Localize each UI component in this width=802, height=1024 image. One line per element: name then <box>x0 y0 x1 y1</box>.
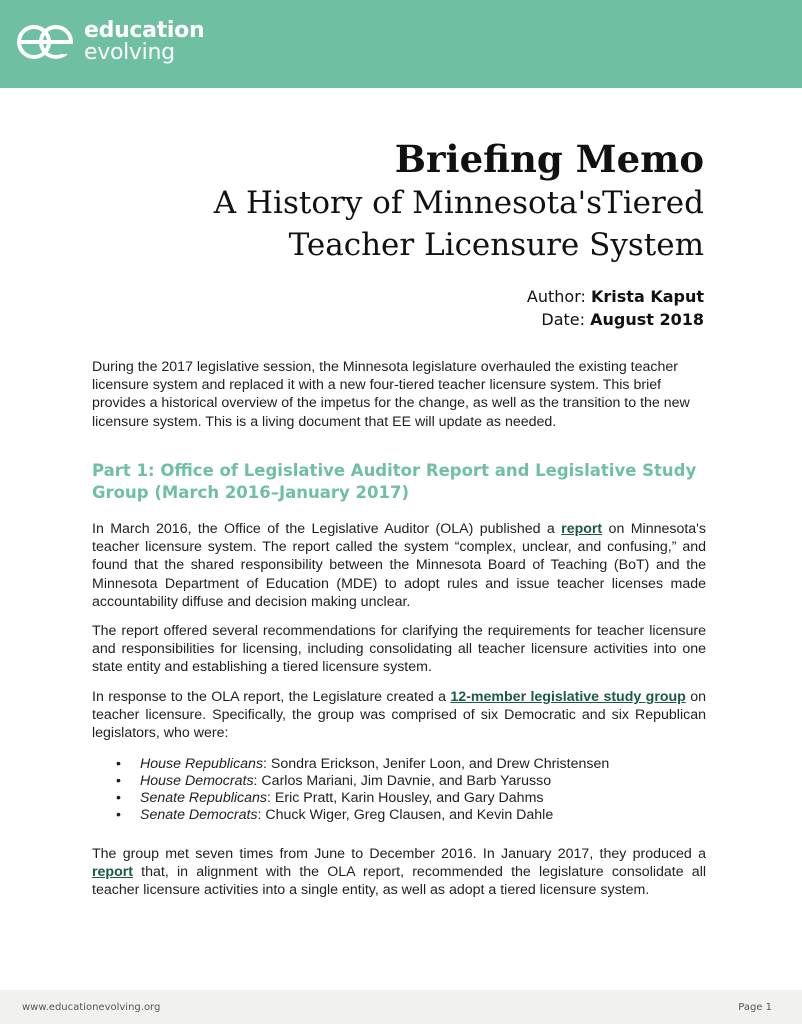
list-item <box>112 756 706 773</box>
paragraph-text: on teacher licensure. Specifically, the group was comprised of six Democratic and six Republican legislators, who were: <box>92 689 706 742</box>
caucus-label: Senate Democrats <box>140 807 258 823</box>
document-subtitle-line-1: A History of Minnesota'sTiered <box>213 185 704 221</box>
paragraph-text: In March 2016, the Office of the Legislative Auditor (OLA) published a <box>92 521 562 537</box>
author-line <box>527 285 704 308</box>
logo-line-2: evolving <box>84 40 175 65</box>
footer-website[interactable]: www.educationevolving.org <box>22 1002 161 1013</box>
date-line <box>527 308 704 331</box>
paragraph-text: In response to the OLA report, the Legislature created a <box>92 689 451 705</box>
legislator-names: : Carlos Mariani, Jim Davnie, and Barb Yarusso <box>253 773 552 789</box>
paragraph-group-report <box>92 845 706 900</box>
document-subtitle-line-2: Teacher Licensure System <box>288 227 704 263</box>
author-label: Author: <box>526 287 586 306</box>
date-label: Date: <box>541 310 586 329</box>
ee-logo-icon <box>14 18 78 66</box>
list-item <box>112 773 706 790</box>
page-footer <box>0 990 802 1024</box>
paragraph-text: that, in alignment with the OLA report, recommended the legislature consolidate all teacher licensure activities into a single entity, as well as adopt a tiered licensure system. <box>92 864 706 899</box>
paragraph-text: The group met seven times from June to December 2016. In January 2017, they produced a <box>92 846 706 862</box>
date-value: August 2018 <box>590 310 704 329</box>
logo-line-1: education <box>84 18 205 43</box>
legislator-names: : Sondra Erickson, Jenifer Loon, and Drew Christensen <box>263 756 610 772</box>
document-title: Briefing Memo <box>394 137 704 181</box>
document-meta <box>527 285 704 331</box>
paragraph-recommendations: The report offered several recommendations for clarifying the requirements for teacher licensure and responsibilities for licensing, including consolidating all teacher licensure activities into one state entity and establishing a tiered licensure system. <box>92 623 706 676</box>
list-item <box>112 807 706 824</box>
legislator-names: : Chuck Wiger, Greg Clausen, and Kevin Dahle <box>257 807 554 823</box>
study-group-link[interactable]: 12-member legislative study group <box>450 689 686 705</box>
caucus-label: Senate Republicans <box>140 790 267 806</box>
paragraph-text: on Minnesota's teacher licensure system. The report called the system “complex, unclear, and confusing,” and found that the shared responsibility between the Minnesota Board of Teaching (BoT) and the Minnesota Department of Education (MDE) to adopt rules and issue teacher licenses made accountability diffuse and decision making unclear. <box>92 521 706 610</box>
logo-wordmark <box>84 20 204 64</box>
header-band <box>0 0 802 88</box>
legislators-list <box>112 756 706 824</box>
section-heading: Part 1: Office of Legislative Auditor Report and Legislative Study Group (March 2016–January 2017) <box>92 461 697 502</box>
legislator-names: : Eric Pratt, Karin Housley, and Gary Dahms <box>267 790 544 806</box>
group-report-link[interactable]: report <box>92 864 133 881</box>
brand-logo[interactable] <box>14 18 204 66</box>
title-block <box>214 136 704 266</box>
caucus-label: House Republicans <box>140 756 264 772</box>
author-name: Krista Kaput <box>591 287 704 306</box>
ola-report-link[interactable]: report <box>561 521 603 537</box>
list-item <box>112 790 706 807</box>
paragraph-study-group <box>92 688 706 743</box>
paragraph-ola-report <box>92 520 706 611</box>
intro-paragraph: During the 2017 legislative session, the Minnesota legislature overhauled the existing teacher licensure system and replaced it with a new four-tiered teacher licensure system. This brief provides a historical overview of the impetus for the change, as well as the transition to the new licensure system. This is a living document that EE will update as needed. <box>92 359 690 430</box>
page-number: Page 1 <box>738 1002 772 1013</box>
caucus-label: House Democrats <box>140 773 254 789</box>
